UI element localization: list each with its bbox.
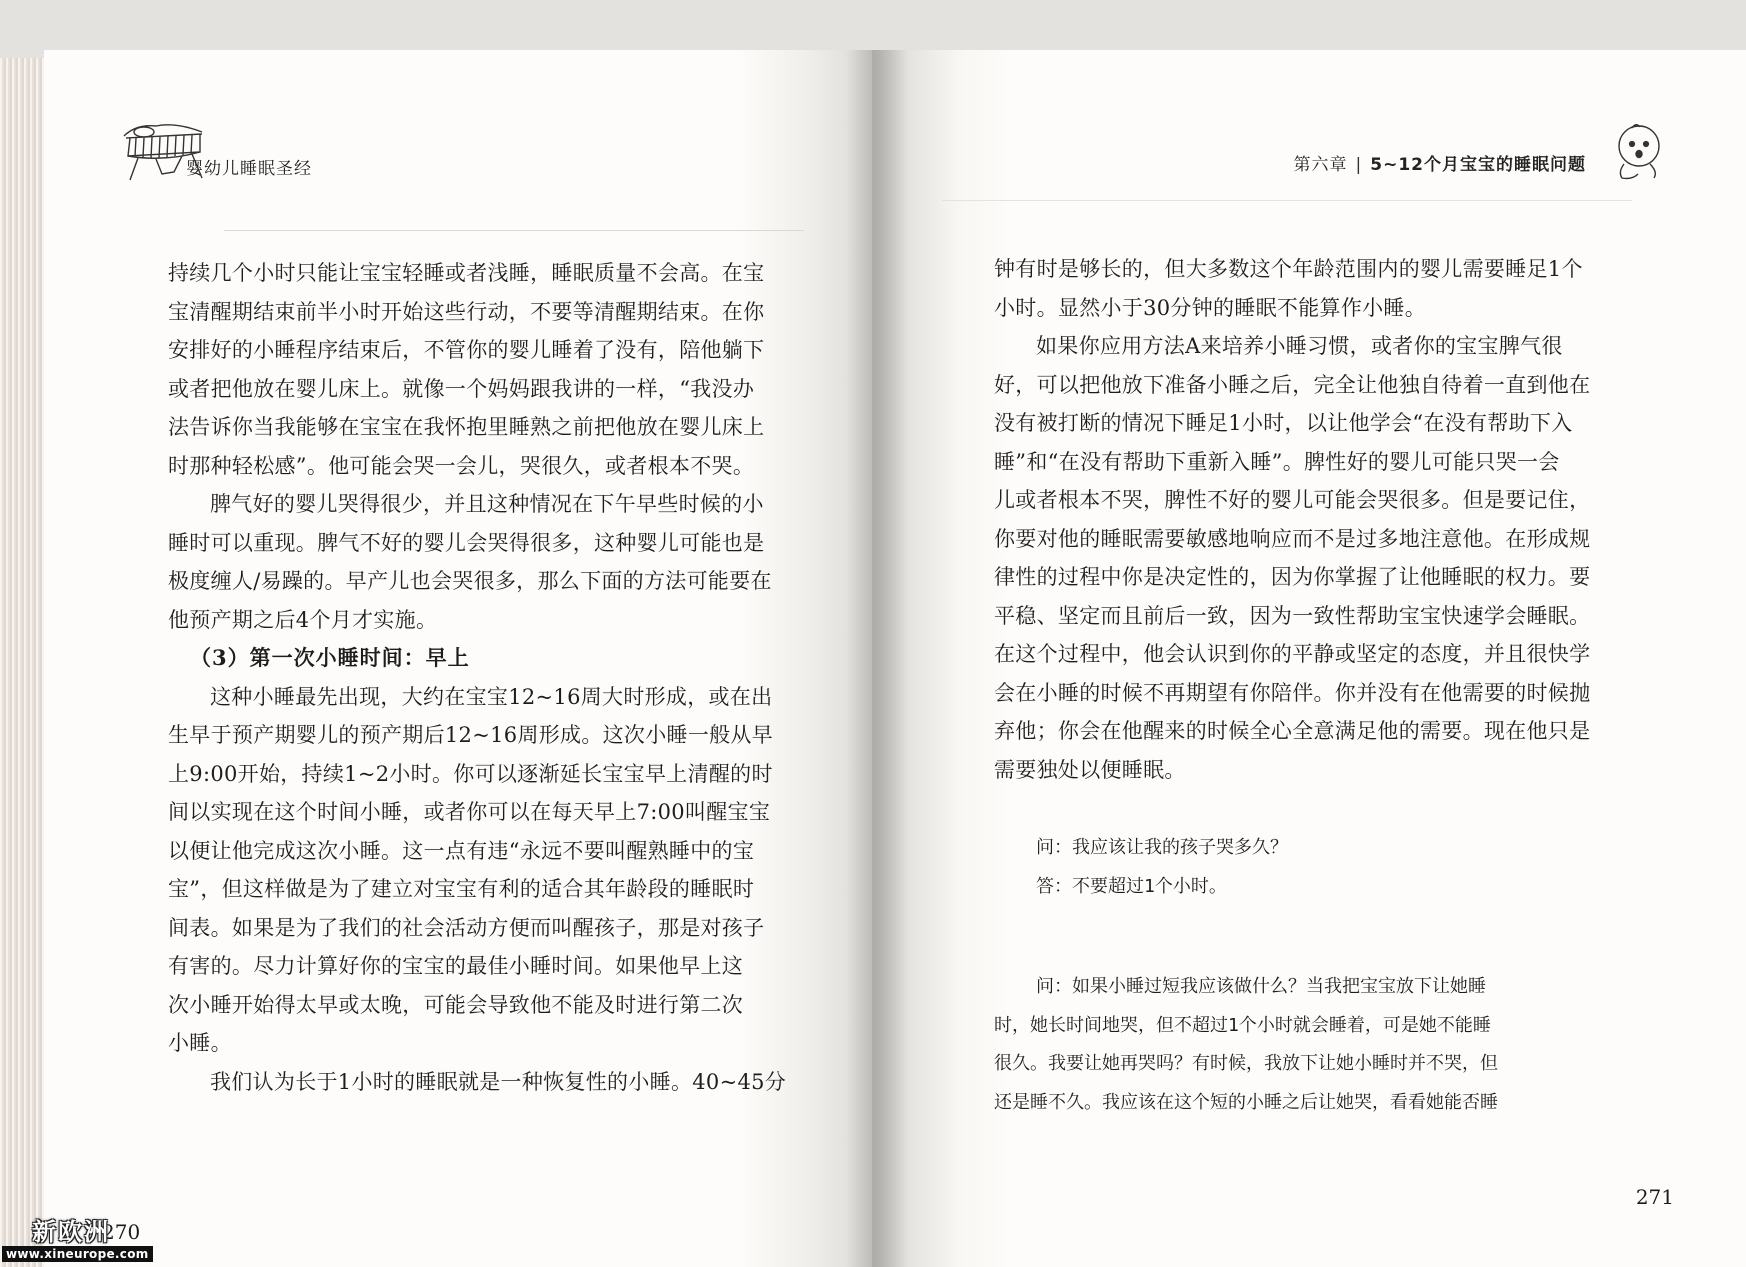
qa-question: 问：我应该让我的孩子哭多久？ (1036, 837, 1288, 858)
text-line: 律性的过程中你是决定性的，因为你掌握了让他睡眠的权力。要 (994, 565, 1591, 589)
right-page (872, 50, 1746, 1267)
text-line: 你要对他的睡眠需要敏感地响应而不是过多地注意他。在形成规 (994, 526, 1591, 551)
watermark-logo: 新欧洲 (32, 1218, 110, 1246)
text-line: 小时。显然小于30分钟的睡眠不能算作小睡。 (994, 295, 1427, 320)
text-line: 间以实现在这个时间小睡，或者你可以在每天早上7:00叫醒宝宝 (168, 800, 771, 824)
text-line: 小睡。 (168, 1031, 232, 1055)
watermark (0, 1212, 150, 1267)
text-line: 这种小睡最先出现，大约在宝宝12~16周大时形成，或在出 (210, 684, 773, 709)
text-line: 极度缠人/易躁的。早产儿也会哭很多，那么下面的方法可能要在 (168, 569, 772, 593)
text-line: 有害的。尽力计算好你的宝宝的最佳小睡时间。如果他早上这 (168, 954, 744, 978)
text-line: 儿或者根本不哭，脾性不好的婴儿可能会哭很多。但是要记住， (994, 488, 1591, 512)
qa-question-line: 时，她长时间地哭，但不超过1个小时就会睡着，可是她不能睡 (994, 1014, 1491, 1036)
right-page-number: 271 (1635, 1185, 1674, 1209)
text-line: 好，可以把他放下准备小睡之后，完全让他独自待着一直到他在 (994, 372, 1591, 397)
text-line: 如果你应用方法A来培养小睡习惯，或者你的宝宝脾气很 (1036, 334, 1563, 358)
text-line: 宝清醒期结束前半小时开始这些行动，不要等清醒期结束。在你 (168, 299, 765, 324)
watermark-url: www.xineurope.com (2, 1246, 153, 1262)
text-line: 宝”，但这样做是为了建立对宝宝有利的适合其年龄段的睡眠时 (168, 877, 755, 901)
right-body-text (994, 250, 1594, 1122)
text-line: 在这个过程中，他会认识到你的平静或坚定的态度，并且很快学 (994, 642, 1591, 666)
left-header-title: 婴幼儿睡眠圣经 (186, 159, 312, 179)
text-line: 生早于预产期婴儿的预产期后12~16周形成。这次小睡一般从早 (168, 723, 774, 747)
text-line: 次小睡开始得太早或太晚，可能会导致他不能及时进行第二次 (168, 992, 744, 1017)
text-line: 间表。如果是为了我们的社会活动方便而叫醒孩子，那是对孩子 (168, 915, 765, 940)
text-line: 弃他；你会在他醒来的时候全心全意满足他的需要。现在他只是 (994, 719, 1591, 743)
text-line: 以便让他完成这次小睡。这一点有违“永远不要叫醒熟睡中的宝 (168, 838, 755, 863)
text-line: 脾气好的婴儿哭得很少，并且这种情况在下午早些时候的小 (210, 492, 764, 516)
left-page (44, 50, 872, 1267)
text-line: 我们认为长于1小时的睡眠就是一种恢复性的小睡。40~45分 (210, 1069, 787, 1094)
right-header-rule (942, 200, 1632, 201)
text-line: 需要独处以便睡眠。 (994, 757, 1186, 782)
left-body-text (168, 254, 787, 1101)
text-line: 睡时可以重现。脾气不好的婴儿会哭得很多，这种婴儿可能也是 (168, 530, 765, 555)
text-line: 睡”和“在没有帮助下重新入睡”。脾性好的婴儿可能只哭一会 (994, 449, 1560, 474)
text-line: 会在小睡的时候不再期望有你陪伴。你并没有在他需要的时候抛 (994, 680, 1591, 705)
text-line: 他预产期之后4个月才实施。 (168, 607, 438, 632)
text-line: 法告诉你当我能够在宝宝在我怀抱里睡熟之前把他放在婴儿床上 (168, 415, 765, 439)
qa-question-line: 还是睡不久。我应该在这个短的小睡之后让她哭，看看她能否睡 (994, 1091, 1498, 1113)
page-stack-edge (0, 58, 44, 1267)
text-line: 平稳、坚定而且前后一致，因为一致性帮助宝宝快速学会睡眠。 (994, 603, 1591, 628)
book-gutter (846, 50, 908, 1267)
baby-icon (1610, 120, 1668, 182)
chapter-title: 5~12个月宝宝的睡眠问题 (1370, 155, 1586, 175)
text-line: 钟有时是够长的，但大多数这个年龄范围内的婴儿需要睡足1个 (994, 257, 1583, 281)
header-separator: | (1355, 155, 1363, 175)
left-header-rule (224, 230, 804, 231)
qa-question: 问：如果小睡过短我应该做什么？当我把宝宝放下让她睡 (1036, 976, 1486, 997)
left-page-number: 270 (102, 1220, 141, 1244)
qa-question-line: 很久。我要让她再哭吗？有时候，我放下让她小睡时并不哭，但 (994, 1053, 1498, 1074)
right-header (1294, 150, 1586, 175)
text-line: 上9:00开始，持续1~2小时。你可以逐渐延长宝宝早上清醒的时 (168, 761, 773, 786)
section-heading: （3）第一次小睡时间：早上 (190, 645, 470, 670)
text-line: 持续几个小时只能让宝宝轻睡或者浅睡，睡眠质量不会高。在宝 (168, 261, 765, 285)
text-line: 时那种轻松感”。他可能会哭一会儿，哭很久，或者根本不哭。 (168, 453, 755, 478)
text-line: 安排好的小睡程序结束后，不管你的婴儿睡着了没有，陪他躺下 (168, 338, 765, 362)
text-line: 或者把他放在婴儿床上。就像一个妈妈跟我讲的一样，“我没办 (168, 376, 755, 401)
text-line: 没有被打断的情况下睡足1小时，以让他学会“在没有帮助下入 (994, 411, 1573, 435)
chapter-number: 第六章 (1293, 155, 1348, 175)
qa-answer: 答：不要超过1个小时。 (1036, 875, 1227, 897)
